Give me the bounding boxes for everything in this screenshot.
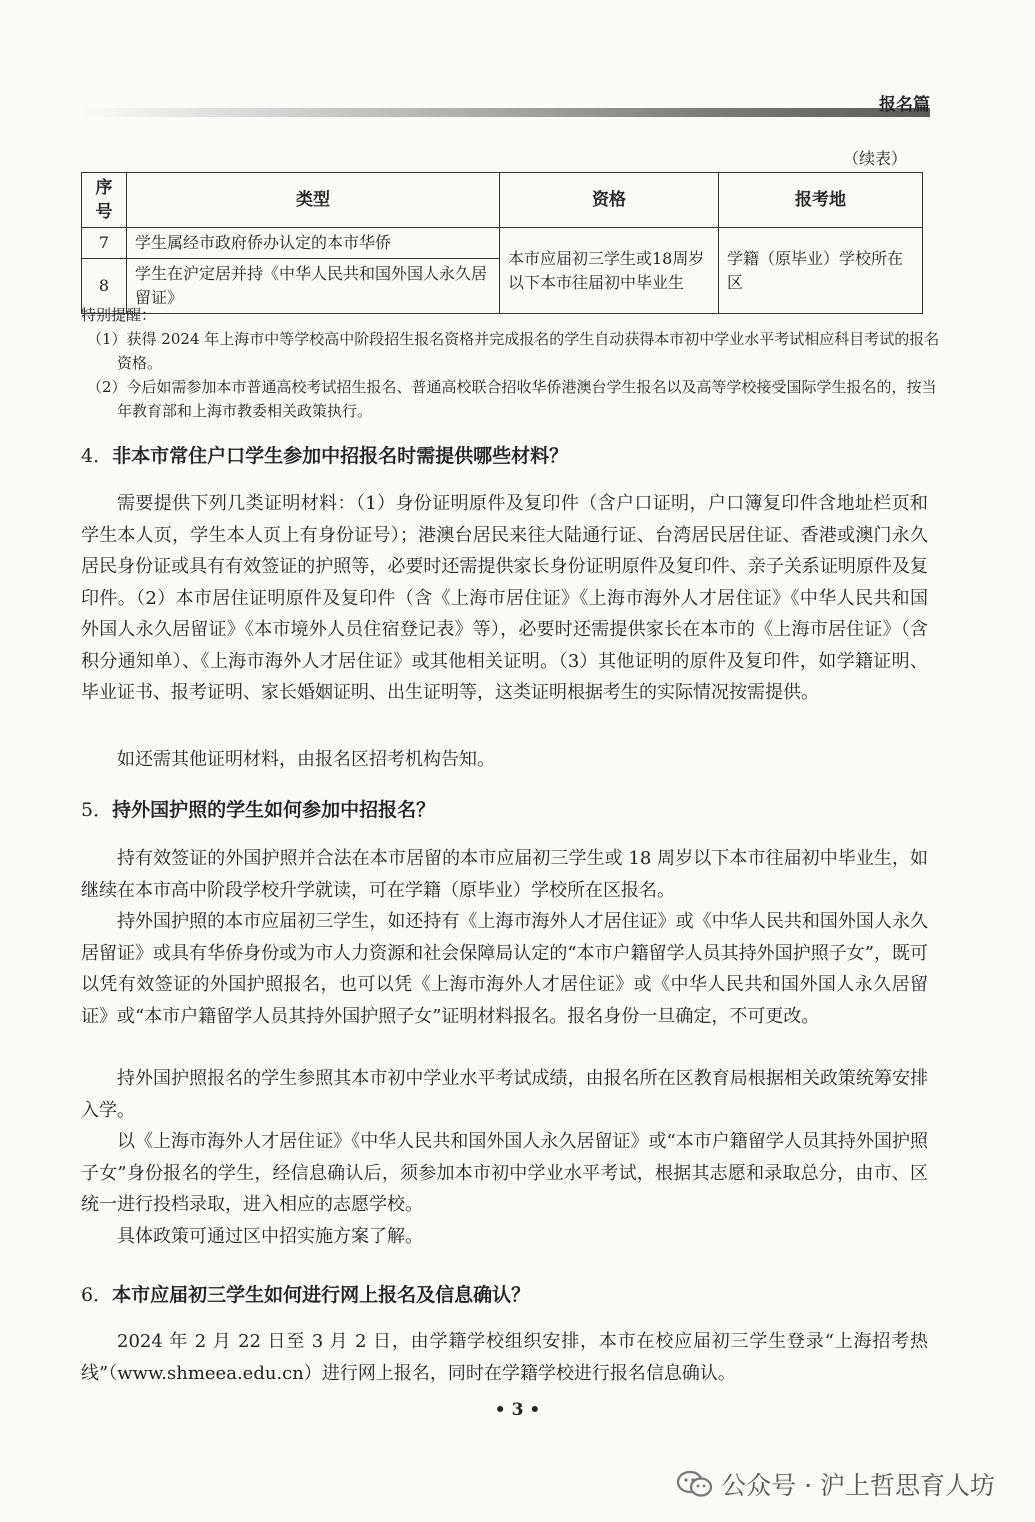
- question-title: 本市应届初三学生如何进行网上报名及信息确认？: [112, 1284, 531, 1306]
- header-type: 类型: [127, 173, 500, 228]
- header-qualification: 资格: [500, 173, 719, 228]
- table-header-row: [82, 173, 923, 228]
- watermark-text: 公众号 · 沪上哲思育人坊: [721, 1471, 995, 1500]
- row-type: 学生在沪定居并持《中华人民共和国外国人永久居留证》: [127, 259, 500, 314]
- paragraph: 持有效签证的外国护照并合法在本市居留的本市应届初三学生或 18 周岁以下本市往届初中毕业生，如继续在本市高中阶段学校升学就读，可在学籍（原毕业）学校所在区报名。: [81, 848, 928, 901]
- note-item: （2）今后如需参加本市普通高校考试招生报名、普通高校联合招收华侨港澳台学生报名以及高等学校接受国际学生报名的，按当年教育部和上海市教委相关政策执行。: [87, 378, 937, 420]
- question-number: 6．: [81, 1284, 113, 1306]
- question-6-heading: [81, 1280, 530, 1307]
- question-title: 非本市常住户口学生参加中招报名时需提供哪些材料？: [112, 445, 569, 467]
- page-number: • 3 •: [494, 1400, 541, 1420]
- paragraph: 持外国护照的本市应届初三学生，如还持有《上海市海外人才居住证》或《中华人民共和国外国人永久居留证》或具有华侨身份或为市人力资源和社会保障局认定的“本市户籍留学人员其持外国护照子女”，既可以凭有效签证的外国护照报名，也可以凭《上海市海外人才居住证》或《中华人民共和国外国人永久居留证》或“本市户籍留学人员其持外国护照子女”证明材料报名。报名身份一旦确定，不可更改。: [81, 911, 928, 1027]
- header-bar: [80, 108, 930, 117]
- row-qualification: 本市应届初三学生或18周岁以下本市往届初中毕业生: [500, 228, 719, 314]
- row-location: 学籍（原毕业）学校所在区: [719, 228, 923, 314]
- header-location: 报考地: [719, 173, 923, 228]
- row-type: 学生属经市政府侨办认定的本市华侨: [127, 228, 500, 259]
- notes-title: 特别提醒：: [81, 306, 157, 324]
- row-num: 7: [82, 228, 127, 259]
- section-label: 报名篇: [879, 95, 930, 115]
- watermark: [675, 1466, 995, 1502]
- question-title: 持外国护照的学生如何参加中招报名？: [112, 799, 436, 821]
- wechat-icon: [675, 1469, 715, 1499]
- paragraph: 持外国护照报名的学生参照其本市初中学业水平考试成绩，由报名所在区教育局根据相关政策统筹安排入学。: [81, 1068, 928, 1121]
- table-continued-label: （续表）: [842, 149, 907, 168]
- paragraph: 如还需其他证明材料，由报名区招考机构告知。: [117, 749, 495, 770]
- row-num: 8: [82, 259, 127, 314]
- question-4-heading: [81, 441, 568, 468]
- question-number: 5．: [81, 799, 113, 821]
- paragraph: 以《上海市海外人才居住证》《中华人民共和国外国人永久居留证》或“本市户籍留学人员其持外国护照子女”身份报名的学生，经信息确认后，须参加本市初中学业水平考试，根据其志愿和录取总分，由市、区统一进行投档录取，进入相应的志愿学校。: [81, 1131, 928, 1215]
- paragraph: 具体政策可通过区中招实施方案了解。: [117, 1226, 423, 1247]
- question-number: 4．: [81, 445, 113, 467]
- special-notes: [81, 303, 941, 423]
- table-row: [82, 228, 923, 259]
- header-num: 序号: [82, 173, 127, 228]
- paragraph: 2024 年 2 月 22 日至 3 月 2 日，由学籍学校组织安排，本市在校应届初三学生登录“上海招考热线”（www.shmeea.edu.cn）进行网上报名，同时在学籍学校进行报名信息确认。: [81, 1331, 928, 1384]
- question-5-heading: [81, 795, 435, 822]
- eligibility-table: [81, 172, 923, 314]
- paragraph: 需要提供下列几类证明材料：（1）身份证明原件及复印件（含户口证明，户口簿复印件含地址栏页和学生本人页，学生本人页上有身份证号）；港澳台居民来往大陆通行证、台湾居民居住证、香港或澳门永久居民身份证或具有有效签证的护照等，必要时还需提供家长身份证明原件及复印件、亲子关系证明原件及复印件。（2）本市居住证明原件及复印件（含《上海市居住证》《上海市海外人才居住证》《中华人民共和国外国人永久居留证》《本市境外人员住宿登记表》等），必要时还需提供家长在本市的《上海市居住证》（含积分通知单）、《上海市海外人才居住证》或其他相关证明。（3）其他证明的原件及复印件，如学籍证明、毕业证书、报考证明、家长婚姻证明、出生证明等，这类证明根据考生的实际情况按需提供。: [81, 493, 928, 703]
- note-item: （1）获得 2024 年上海市中等学校高中阶段招生报名资格并完成报名的学生自动获得本市初中学业水平考试相应科目考试的报名资格。: [87, 330, 940, 372]
